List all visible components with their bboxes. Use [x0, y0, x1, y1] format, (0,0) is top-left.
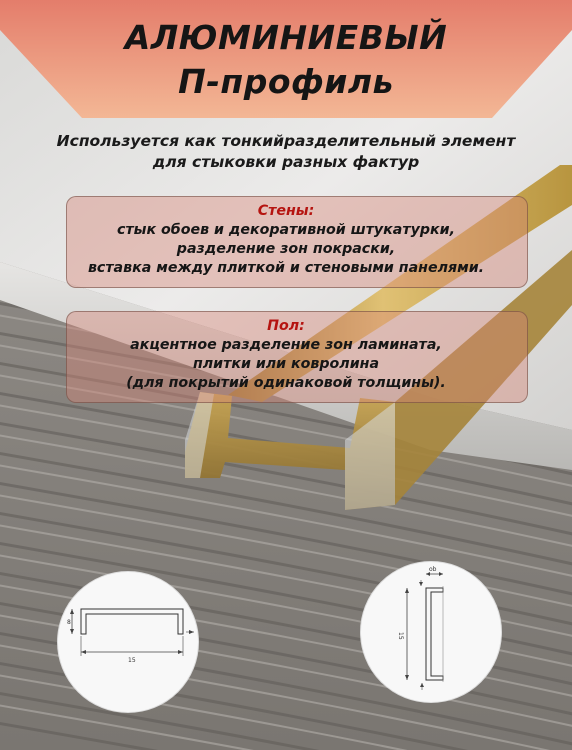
- intro-line-1: Используется как тонкийразделительный элемент: [56, 132, 516, 150]
- profile-drawing-side: [360, 561, 502, 703]
- u-profile-side-drawing: [361, 562, 501, 702]
- height-dimension-label: 8: [67, 619, 71, 626]
- walls-line-1: стык обоев и декоративной штукатурки,: [117, 222, 455, 238]
- floor-line-2: плитки или ковролина: [192, 356, 380, 372]
- walls-heading: Стены:: [257, 203, 315, 219]
- intro-line-2: для стыковки разных фактур: [152, 153, 420, 171]
- u-profile-front-drawing: [58, 572, 198, 712]
- walls-line-2: разделение зон покраски,: [176, 241, 396, 257]
- side-height-dimension-label: 15: [397, 632, 404, 640]
- walls-line-3: вставка между плиткой и стеновыми панелями.: [87, 260, 485, 276]
- width-dimension-label: 15: [128, 657, 136, 664]
- title-line-2: П-профиль: [178, 62, 394, 101]
- title-line-1: АЛЮМИНИЕВЫЙ: [124, 18, 448, 57]
- floor-line-1: акцентное разделение зон ламината,: [130, 337, 442, 353]
- floor-line-3: (для покрытий одинаковой толщины).: [126, 375, 446, 391]
- profile-drawing-front: [57, 571, 199, 713]
- top-dimension-label: ob: [429, 566, 437, 573]
- floor-heading: Пол:: [267, 318, 305, 334]
